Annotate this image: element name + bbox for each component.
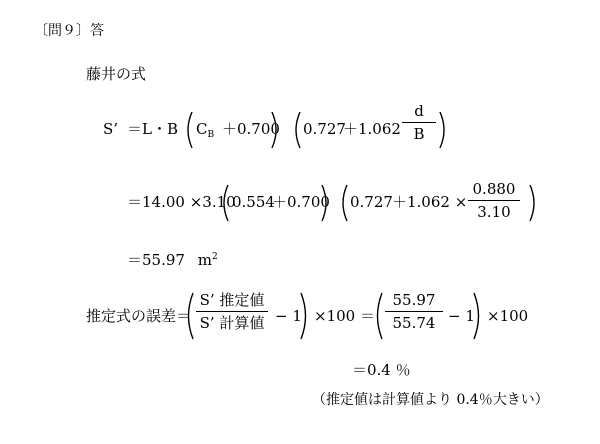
- error-value-fraction: [385, 293, 443, 331]
- error-value-times100: ×100: [487, 307, 529, 325]
- area-result-value: ＝55.97: [127, 251, 185, 269]
- subst-cb-value: 0.554: [232, 193, 275, 211]
- left-paren-1b: [290, 110, 302, 150]
- right-paren-1a: [270, 110, 282, 150]
- area-result-unit: [198, 251, 218, 269]
- problem-header: 〔問９〕答: [34, 23, 104, 39]
- cb-letter: C: [196, 120, 208, 138]
- right-paren-2a: [320, 183, 332, 223]
- error-fraction-numerator: S’ 推定値: [199, 291, 265, 309]
- unit-superscript: 2: [211, 252, 218, 262]
- formula-head: ＝L・B: [127, 120, 178, 138]
- error-fraction: [196, 293, 268, 331]
- formula-fraction: [402, 104, 436, 142]
- right-paren-2b: [528, 183, 540, 223]
- subst-a-const: 0.727: [350, 193, 393, 211]
- area-result: [127, 253, 218, 268]
- right-paren-4a: [299, 291, 311, 341]
- subst-b-coef: ＋1.062 ×: [392, 193, 468, 211]
- error-label: 推定式の誤差＝: [86, 307, 192, 325]
- error-times100: ×100 ＝: [314, 307, 375, 325]
- fraction-bar: [402, 122, 436, 123]
- section-title: 藤井の式: [86, 65, 147, 83]
- error-value-minus-one: − 1: [448, 307, 475, 325]
- left-paren-4b: [372, 291, 384, 341]
- subst-plus-const: ＋0.700: [272, 193, 330, 211]
- conclusion-note: （推定値は計算値より 0.4％大きい）: [312, 392, 549, 408]
- error-value-denominator: 55.74: [392, 314, 436, 332]
- left-paren-4a: [183, 291, 195, 341]
- left-paren-2b: [337, 183, 349, 223]
- percent-result: ＝0.4 ％: [352, 361, 411, 379]
- left-paren-2a: [218, 183, 230, 223]
- left-paren-1a: [182, 110, 194, 150]
- fraction-denominator: B: [413, 125, 425, 143]
- subst-fraction-numerator: 0.880: [472, 180, 516, 198]
- subst-fraction-denominator: 3.10: [477, 203, 511, 221]
- subst-head: ＝14.00 ×3.10: [127, 193, 236, 211]
- unit-letter: m: [197, 251, 212, 269]
- formula-a-const: 0.727: [303, 120, 346, 138]
- subst-fraction: [468, 182, 520, 220]
- cb-symbol: [196, 122, 214, 140]
- fraction-numerator: d: [414, 102, 424, 120]
- right-paren-1b: [438, 110, 450, 150]
- error-value-bar: [385, 311, 443, 312]
- error-fraction-bar: [196, 311, 268, 312]
- right-paren-4b: [472, 291, 484, 341]
- subst-fraction-bar: [468, 200, 520, 201]
- formula-b-coef: ＋1.062: [343, 120, 401, 138]
- formula-plus-const: ＋0.700: [222, 120, 280, 138]
- cb-subscript: B: [207, 130, 215, 140]
- error-value-numerator: 55.97: [392, 291, 436, 309]
- formula-lhs: S’: [103, 120, 119, 138]
- error-fraction-denominator: S’ 計算値: [199, 314, 265, 332]
- error-minus-one: − 1: [275, 307, 302, 325]
